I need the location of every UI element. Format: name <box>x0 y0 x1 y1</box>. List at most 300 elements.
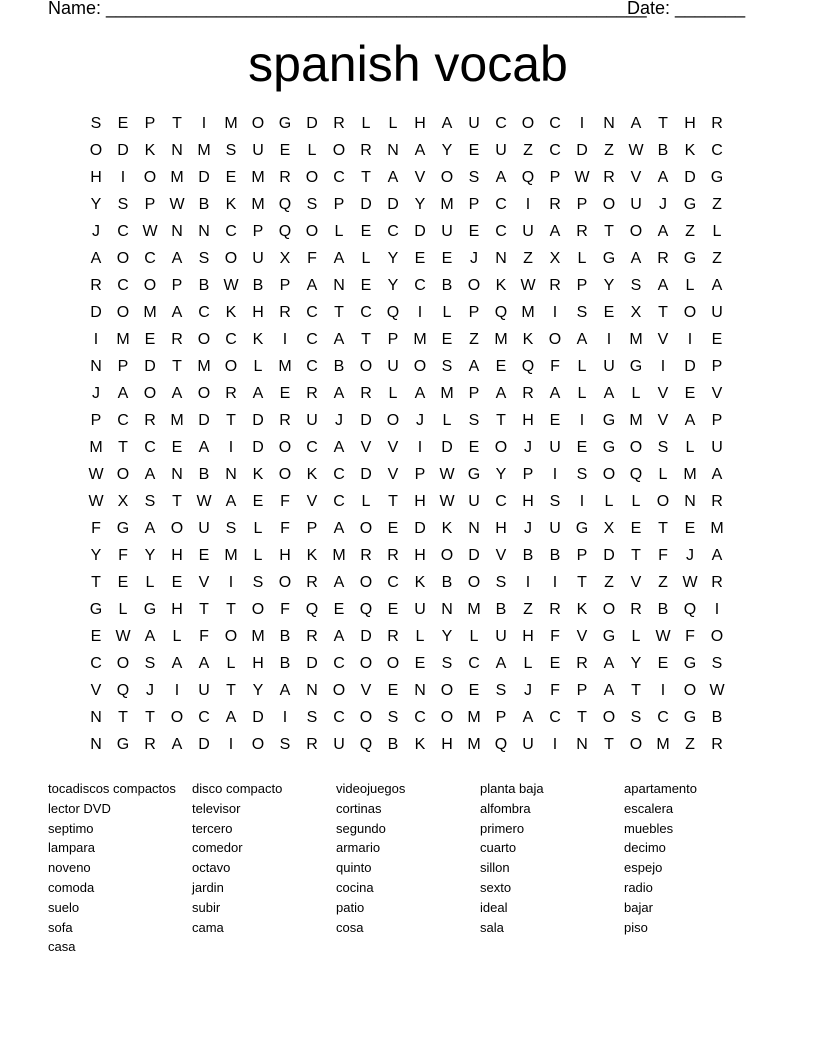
grid-letter: E <box>711 331 723 348</box>
grid-letter: G <box>602 412 616 429</box>
grid-letter: R <box>279 169 291 186</box>
grid-letter: W <box>196 493 212 510</box>
grid-letter: O <box>683 304 697 321</box>
grid-letter: I <box>201 115 207 132</box>
grid-letter: O <box>440 169 454 186</box>
grid-letter: W <box>628 142 644 159</box>
grid-letter: Q <box>278 196 292 213</box>
grid-letter: F <box>280 520 290 537</box>
grid-letter: M <box>683 466 697 483</box>
grid-letter: P <box>576 547 588 564</box>
grid-letter: Z <box>604 142 614 159</box>
grid-letter: O <box>278 466 292 483</box>
grid-letter: O <box>629 223 643 240</box>
grid-letter: R <box>711 574 723 591</box>
grid-letter: U <box>468 115 480 132</box>
grid-letter: Y <box>90 547 102 564</box>
grid-letter: N <box>171 466 183 483</box>
grid-letter: U <box>387 358 399 375</box>
grid-letter: C <box>306 331 318 348</box>
grid-letter: W <box>169 196 185 213</box>
grid-letter: G <box>602 439 616 456</box>
grid-letter: S <box>252 574 264 591</box>
grid-letter: E <box>171 574 183 591</box>
grid-letter: G <box>467 466 481 483</box>
grid-letter: C <box>333 655 345 672</box>
grid-letter: Y <box>144 547 156 564</box>
word-bank-item: lampara <box>48 840 95 856</box>
grid-letter: M <box>143 304 157 321</box>
grid-letter: M <box>710 520 724 537</box>
grid-letter: R <box>522 385 534 402</box>
grid-letter: X <box>549 250 561 267</box>
grid-letter: N <box>198 223 210 240</box>
grid-letter: P <box>333 196 345 213</box>
grid-letter: C <box>495 196 507 213</box>
grid-letter: H <box>522 628 534 645</box>
grid-letter: T <box>172 493 182 510</box>
grid-letter: W <box>88 466 104 483</box>
grid-letter: P <box>576 277 588 294</box>
grid-letter: B <box>441 277 453 294</box>
grid-letter: T <box>658 304 668 321</box>
grid-letter: L <box>658 466 668 483</box>
grid-letter: P <box>252 223 264 240</box>
grid-letter: P <box>711 358 723 375</box>
grid-letter: Q <box>305 601 319 618</box>
grid-letter: P <box>144 115 156 132</box>
word-bank-item: sillon <box>480 860 510 876</box>
grid-letter: O <box>251 601 265 618</box>
grid-letter: I <box>552 736 558 753</box>
date-field[interactable]: Date: _______ <box>627 0 746 18</box>
grid-letter: S <box>495 682 507 699</box>
grid-letter: V <box>360 439 372 456</box>
grid-letter: V <box>630 574 642 591</box>
grid-letter: T <box>658 520 668 537</box>
grid-letter: C <box>657 709 669 726</box>
name-field[interactable]: Name: ______________________________________________________ <box>48 0 647 18</box>
grid-letter: E <box>387 601 399 618</box>
grid-letter: E <box>441 331 453 348</box>
grid-letter: B <box>387 736 399 753</box>
grid-letter: E <box>657 655 669 672</box>
word-bank-item: tocadiscos compactos <box>48 781 176 796</box>
grid-letter: D <box>90 304 102 321</box>
grid-letter: A <box>279 682 291 699</box>
grid-letter: J <box>470 250 478 267</box>
grid-letter: L <box>307 142 317 159</box>
grid-letter: E <box>549 655 561 672</box>
grid-letter: W <box>520 277 536 294</box>
grid-letter: E <box>468 142 480 159</box>
grid-letter: C <box>387 574 399 591</box>
grid-letter: O <box>224 628 238 645</box>
grid-letter: R <box>279 304 291 321</box>
grid-letter: A <box>225 493 237 510</box>
grid-letter: O <box>710 628 724 645</box>
grid-letter: F <box>199 628 209 645</box>
grid-letter: T <box>226 601 236 618</box>
grid-letter: E <box>225 169 237 186</box>
grid-letter: Y <box>603 277 615 294</box>
word-bank-item: apartamento <box>624 781 697 796</box>
grid-letter: V <box>711 385 723 402</box>
grid-letter: U <box>468 493 480 510</box>
grid-letter: J <box>524 682 532 699</box>
grid-letter: N <box>171 142 183 159</box>
grid-letter: M <box>629 331 643 348</box>
grid-letter: L <box>631 493 641 510</box>
grid-letter: W <box>223 277 239 294</box>
grid-letter: R <box>333 115 345 132</box>
grid-letter: N <box>495 250 507 267</box>
grid-letter: O <box>224 358 238 375</box>
grid-letter: U <box>522 736 534 753</box>
grid-letter: L <box>577 385 587 402</box>
grid-letter: L <box>388 385 398 402</box>
grid-letter: S <box>441 655 453 672</box>
word-bank-item: televisor <box>192 800 241 816</box>
grid-letter: U <box>603 358 615 375</box>
grid-letter: E <box>684 520 696 537</box>
grid-letter: S <box>279 736 291 753</box>
grid-letter: F <box>118 547 128 564</box>
grid-letter: L <box>685 439 695 456</box>
grid-letter: Y <box>441 628 453 645</box>
grid-letter: L <box>226 655 236 672</box>
grid-letter: K <box>252 331 264 348</box>
grid-letter: D <box>252 439 264 456</box>
grid-letter: E <box>468 439 480 456</box>
grid-letter: T <box>631 682 641 699</box>
grid-letter: N <box>225 466 237 483</box>
grid-letter: D <box>414 223 426 240</box>
grid-letter: L <box>577 250 587 267</box>
grid-letter: R <box>306 385 318 402</box>
grid-letter: A <box>144 628 156 645</box>
grid-letter: C <box>333 169 345 186</box>
grid-letter: K <box>252 466 264 483</box>
grid-letter: N <box>468 520 480 537</box>
grid-letter: P <box>468 304 480 321</box>
grid-letter: O <box>602 601 616 618</box>
grid-letter: Y <box>495 466 507 483</box>
grid-letter: B <box>198 466 210 483</box>
grid-letter: I <box>228 574 234 591</box>
grid-letter: V <box>414 169 426 186</box>
grid-letter: Z <box>469 331 479 348</box>
grid-letter: R <box>279 412 291 429</box>
grid-letter: D <box>198 169 210 186</box>
grid-letter: C <box>711 142 723 159</box>
grid-letter: T <box>361 169 371 186</box>
grid-letter: A <box>657 169 669 186</box>
grid-letter: R <box>603 169 615 186</box>
word-bank-item: sexto <box>480 879 512 895</box>
grid-letter: O <box>602 466 616 483</box>
grid-letter: E <box>279 142 291 159</box>
grid-letter: I <box>606 331 612 348</box>
grid-letter: O <box>386 412 400 429</box>
grid-letter: U <box>495 142 507 159</box>
grid-letter: K <box>225 196 237 213</box>
grid-letter: T <box>388 493 398 510</box>
grid-letter: G <box>683 709 697 726</box>
grid-letter: L <box>361 493 371 510</box>
word-bank-item: cosa <box>336 919 364 935</box>
grid-letter: R <box>711 493 723 510</box>
grid-letter: R <box>657 250 669 267</box>
grid-letter: A <box>549 385 561 402</box>
grid-letter: S <box>576 466 588 483</box>
grid-letter: I <box>282 331 288 348</box>
grid-letter: P <box>576 682 588 699</box>
grid-letter: E <box>252 493 264 510</box>
grid-letter: T <box>577 574 587 591</box>
grid-letter: N <box>576 736 588 753</box>
grid-letter: I <box>417 439 423 456</box>
grid-letter: E <box>603 304 615 321</box>
grid-letter: W <box>439 493 455 510</box>
grid-letter: M <box>224 115 238 132</box>
grid-letter: B <box>549 547 561 564</box>
grid-letter: A <box>171 250 183 267</box>
grid-letter: A <box>144 466 156 483</box>
grid-letter: E <box>387 682 399 699</box>
grid-letter: A <box>441 115 453 132</box>
grid-letter: E <box>360 277 372 294</box>
grid-letter: N <box>414 682 426 699</box>
word-bank-item: muebles <box>624 820 674 836</box>
grid-letter: N <box>171 223 183 240</box>
grid-letter: A <box>333 250 345 267</box>
grid-letter: T <box>361 331 371 348</box>
grid-letter: L <box>172 628 182 645</box>
grid-letter: B <box>279 655 291 672</box>
grid-letter: D <box>387 196 399 213</box>
grid-letter: M <box>332 547 346 564</box>
grid-letter: I <box>660 682 666 699</box>
grid-letter: A <box>657 277 669 294</box>
grid-letter: M <box>521 304 535 321</box>
grid-letter: H <box>522 493 534 510</box>
grid-letter: V <box>387 439 399 456</box>
grid-letter: P <box>468 385 480 402</box>
grid-letter: L <box>415 628 425 645</box>
grid-letter: A <box>630 250 642 267</box>
grid-letter: P <box>306 520 318 537</box>
grid-letter: O <box>116 655 130 672</box>
grid-letter: H <box>495 520 507 537</box>
word-bank-item: septimo <box>48 820 94 836</box>
grid-letter: O <box>494 439 508 456</box>
grid-letter: A <box>522 709 534 726</box>
grid-letter: C <box>117 277 129 294</box>
grid-letter: O <box>359 574 373 591</box>
grid-letter: L <box>361 115 371 132</box>
grid-letter: D <box>603 547 615 564</box>
grid-letter: J <box>92 385 100 402</box>
grid-letter: Y <box>414 196 426 213</box>
grid-letter: R <box>630 601 642 618</box>
grid-letter: V <box>306 493 318 510</box>
grid-letter: U <box>711 439 723 456</box>
grid-letter: I <box>687 331 693 348</box>
grid-letter: O <box>278 439 292 456</box>
grid-letter: H <box>414 493 426 510</box>
grid-letter: A <box>333 385 345 402</box>
grid-letter: D <box>198 736 210 753</box>
grid-letter: N <box>90 358 102 375</box>
grid-letter: B <box>711 709 723 726</box>
grid-letter: A <box>171 304 183 321</box>
grid-letter: U <box>711 304 723 321</box>
grid-letter: A <box>711 466 723 483</box>
grid-letter: A <box>171 385 183 402</box>
grid-letter: A <box>333 574 345 591</box>
grid-letter: O <box>197 331 211 348</box>
grid-letter: A <box>306 277 318 294</box>
grid-letter: R <box>576 223 588 240</box>
grid-letter: M <box>440 385 454 402</box>
grid-letter: Z <box>685 223 695 240</box>
grid-letter: E <box>414 250 426 267</box>
grid-letter: G <box>116 736 130 753</box>
grid-letter: N <box>90 709 102 726</box>
grid-letter: C <box>468 655 480 672</box>
grid-letter: D <box>441 439 453 456</box>
grid-letter: R <box>387 547 399 564</box>
grid-letter: N <box>306 682 318 699</box>
grid-letter: T <box>631 547 641 564</box>
grid-letter: E <box>198 547 210 564</box>
grid-letter: S <box>549 493 561 510</box>
grid-letter: K <box>414 574 426 591</box>
grid-letter: G <box>143 601 157 618</box>
grid-letter: B <box>657 601 669 618</box>
word-bank-item: quinto <box>336 860 372 876</box>
grid-letter: G <box>629 358 643 375</box>
grid-letter: U <box>522 223 534 240</box>
grid-letter: B <box>198 277 210 294</box>
grid-letter: C <box>333 493 345 510</box>
grid-letter: O <box>548 331 562 348</box>
grid-letter: N <box>90 736 102 753</box>
grid-letter: G <box>710 169 724 186</box>
grid-letter: Q <box>278 223 292 240</box>
grid-letter: I <box>228 736 234 753</box>
grid-letter: H <box>414 547 426 564</box>
word-bank-item: cocina <box>336 879 374 895</box>
grid-letter: O <box>359 520 373 537</box>
grid-letter: M <box>116 331 130 348</box>
grid-letter: B <box>441 574 453 591</box>
grid-letter: H <box>279 547 291 564</box>
grid-letter: A <box>171 736 183 753</box>
grid-letter: J <box>146 682 154 699</box>
grid-letter: H <box>252 304 264 321</box>
grid-letter: K <box>522 331 534 348</box>
grid-letter: H <box>171 601 183 618</box>
grid-letter: U <box>252 250 264 267</box>
grid-letter: R <box>306 628 318 645</box>
grid-letter: L <box>388 115 398 132</box>
grid-letter: O <box>602 196 616 213</box>
grid-letter: U <box>333 736 345 753</box>
grid-letter: O <box>251 115 265 132</box>
grid-letter: D <box>360 466 372 483</box>
grid-letter: C <box>387 223 399 240</box>
grid-letter: S <box>144 655 156 672</box>
grid-letter: L <box>253 547 263 564</box>
grid-letter: M <box>629 412 643 429</box>
grid-letter: E <box>441 250 453 267</box>
page-title: spanish vocab <box>248 36 568 92</box>
word-bank-item: disco compacto <box>192 781 283 796</box>
grid-letter: E <box>468 682 480 699</box>
grid-letter: O <box>656 493 670 510</box>
grid-letter: I <box>93 331 99 348</box>
grid-letter: C <box>117 412 129 429</box>
grid-letter: A <box>495 385 507 402</box>
grid-letter: W <box>709 682 725 699</box>
grid-letter: N <box>684 493 696 510</box>
grid-letter: M <box>251 628 265 645</box>
grid-letter: Q <box>386 304 400 321</box>
grid-letter: F <box>685 628 695 645</box>
word-bank-item: comoda <box>48 879 95 895</box>
grid-letter: U <box>252 142 264 159</box>
grid-letter: I <box>552 574 558 591</box>
grid-letter: X <box>279 250 291 267</box>
word-bank-item: alfombra <box>480 800 531 816</box>
grid-letter: P <box>549 169 561 186</box>
grid-letter: B <box>333 358 345 375</box>
grid-letter: T <box>658 115 668 132</box>
grid-letter: S <box>387 709 399 726</box>
grid-letter: Y <box>252 682 264 699</box>
grid-letter: I <box>174 682 180 699</box>
grid-letter: C <box>414 709 426 726</box>
grid-letter: Z <box>523 250 533 267</box>
grid-letter: S <box>711 655 723 672</box>
grid-letter: V <box>630 169 642 186</box>
grid-letter: L <box>334 223 344 240</box>
grid-letter: N <box>441 601 453 618</box>
grid-letter: Y <box>630 655 642 672</box>
grid-letter: C <box>117 223 129 240</box>
grid-letter: Z <box>712 250 722 267</box>
grid-letter: T <box>226 682 236 699</box>
grid-letter: R <box>549 601 561 618</box>
grid-letter: A <box>576 331 588 348</box>
grid-letter: L <box>361 250 371 267</box>
grid-letter: C <box>144 439 156 456</box>
grid-letter: F <box>550 358 560 375</box>
word-bank-item: planta baja <box>480 781 544 796</box>
grid-letter: J <box>92 223 100 240</box>
grid-letter: U <box>630 196 642 213</box>
grid-letter: S <box>441 358 453 375</box>
grid-letter: S <box>306 196 318 213</box>
grid-letter: R <box>360 547 372 564</box>
grid-letter: T <box>91 574 101 591</box>
grid-letter: F <box>280 601 290 618</box>
grid-letter: H <box>90 169 102 186</box>
grid-letter: I <box>552 304 558 321</box>
grid-letter: V <box>576 628 588 645</box>
